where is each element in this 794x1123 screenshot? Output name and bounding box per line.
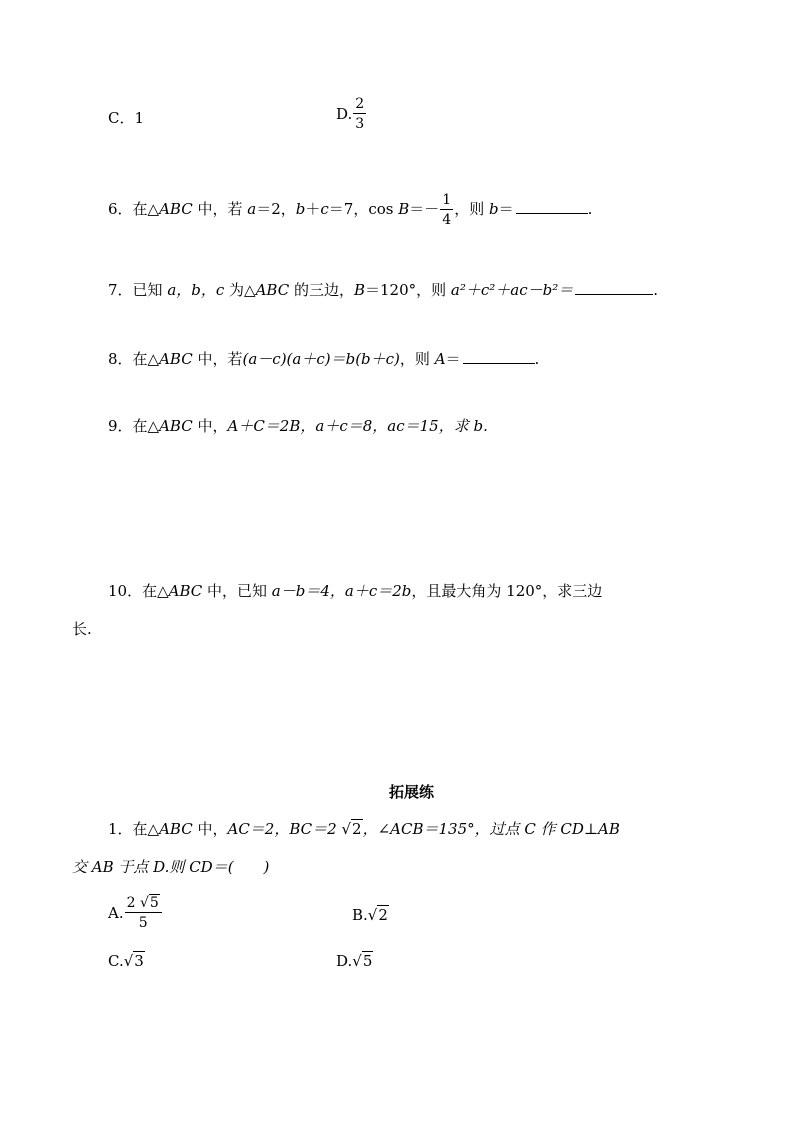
question-10-line-2: 长. xyxy=(72,620,92,638)
option-a-fraction: $\frac{2 √5}{5}$ xyxy=(125,895,162,931)
question-10-line-1: 10．在△ABC 中，已知 a－b＝4，a＋c＝2b，且最大角为 120°，求三边 xyxy=(108,582,603,600)
option-d-fraction: $\frac{2}{3}$ xyxy=(355,96,365,132)
ext-option-d: D.√5 xyxy=(336,952,373,970)
answer-blank[interactable] xyxy=(463,349,535,364)
ext-option-b: B.√2 xyxy=(352,906,388,924)
answer-blank[interactable] xyxy=(575,280,653,295)
q6-fraction: $\frac{1}{4}$ xyxy=(442,192,452,228)
option-d-label: D. xyxy=(336,105,353,123)
sqrt-symbol: √3 xyxy=(123,952,144,970)
option-c xyxy=(108,108,144,128)
sqrt-symbol: √5 xyxy=(139,895,159,911)
option-c-text: C．1 xyxy=(108,109,145,127)
extension-question-1-line-2: 交 AB 于点 D.则 CD＝( ) xyxy=(72,858,270,876)
option-d xyxy=(336,96,367,132)
extension-question-1-line-1: 1．在△ABC 中，AC＝2，BC＝2 √2，∠ACB＝135°，过点 C 作 CD⊥AB xyxy=(108,820,620,838)
section-title: 拓展练 xyxy=(389,783,435,801)
question-8: 8．在△ABC 中，若(a－c)(a＋c)＝b(b＋c)，则 A＝ . xyxy=(108,350,540,368)
ext-option-c: C.√3 xyxy=(108,952,144,970)
sqrt-symbol: √2 xyxy=(341,820,362,838)
ext-option-a: A. $\frac{2 √5}{5}$ xyxy=(108,895,163,931)
question-6: 6．在△ABC 中，若 a＝2，b＋c＝7，cos B＝－ $\frac{1}{4}$ ，则 b＝ . xyxy=(108,192,593,228)
answer-blank[interactable] xyxy=(516,199,588,214)
question-9: 9．在△ABC 中，A＋C＝2B，a＋c＝8，ac＝15，求 b. xyxy=(108,417,488,435)
sqrt-symbol: √2 xyxy=(367,906,388,924)
sqrt-symbol: √5 xyxy=(352,952,373,970)
question-7: 7．已知 a，b，c 为△ABC 的三边，B＝120°，则 a²＋c²＋ac－b²＝ . xyxy=(108,281,659,299)
